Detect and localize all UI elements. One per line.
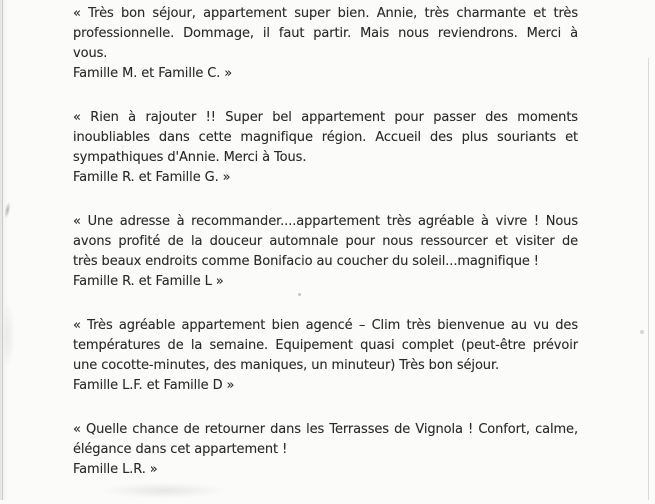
review-text-line: inoubliables dans cette magnifique région. Accueil des plus souriants et (73, 130, 578, 145)
review-block-2 (73, 108, 578, 188)
scanned-reviews-page (73, 4, 578, 504)
review-text-line: élégance dans cet appartement ! (73, 442, 288, 457)
scan-left-edge-shade (0, 0, 9, 500)
review-text-line: très beaux endroits comme Bonifacio au coucher du soleil...magnifique ! (73, 254, 539, 269)
review-text-line: « Très bon séjour, appartement super bien. Annie, très charmante et très (73, 6, 578, 21)
scan-right-edge-line (648, 58, 649, 500)
review-text-line: « Rien à rajouter !! Super bel appartement pour passer des moments (73, 110, 578, 125)
review-block-1 (73, 4, 578, 84)
review-text-line: professionnelle. Dommage, il faut partir. Mais nous reviendrons. Merci à (73, 26, 578, 41)
scan-pencil-mark (3, 202, 11, 219)
review-block-5 (73, 420, 578, 480)
review-text-line: avons profité de la douceur automnale pour nous ressourcer et visiter de (73, 234, 578, 249)
review-text-line: « Très agréable appartement bien agencé – Clim très bienvenue au vu des (73, 318, 578, 333)
scan-smudge-left (1, 300, 15, 370)
review-text-line: sympathiques d'Annie. Merci à Tous. (73, 150, 307, 165)
scan-left-edge-line (2, 0, 3, 500)
review-text-line: vous. (73, 46, 108, 61)
review-signature: Famille R. et Famille G. » (73, 170, 231, 185)
review-text-line: « Quelle chance de retourner dans les Terrasses de Vignola ! Confort, calme, (73, 422, 578, 437)
review-signature: Famille L.R. » (73, 462, 158, 477)
review-text-line: températures de la semaine. Equipement quasi complet (peut-être prévoir (73, 338, 578, 353)
review-signature: Famille M. et Famille C. » (73, 66, 233, 81)
review-text-line: « Une adresse à recommander....appartement très agréable à vivre ! Nous (73, 214, 578, 229)
review-signature: Famille R. et Famille L » (73, 274, 224, 289)
review-block-3 (73, 212, 578, 292)
review-signature: Famille L.F. et Famille D » (73, 378, 235, 393)
scan-speck (640, 330, 644, 334)
review-block-4 (73, 316, 578, 396)
review-text-line: une cocotte-minutes, des maniques, un minuteur) Très bon séjour. (73, 358, 500, 373)
